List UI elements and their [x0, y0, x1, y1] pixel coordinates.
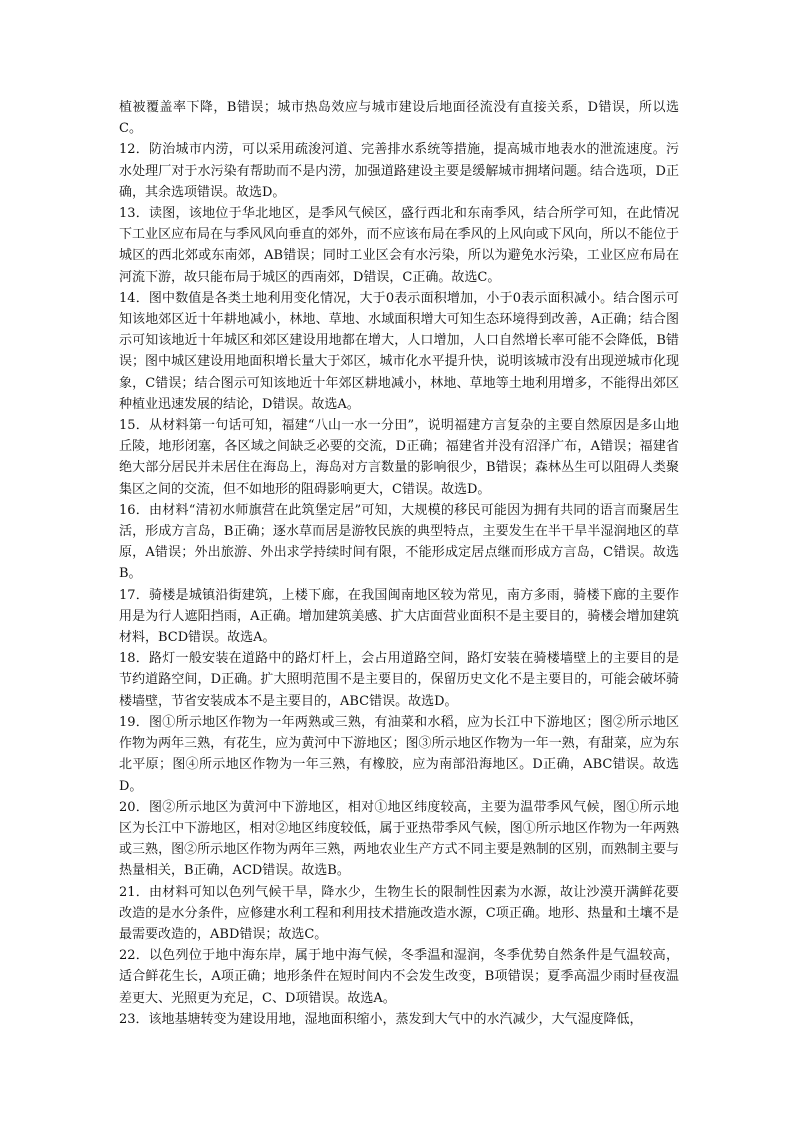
answer-paragraph-continuation: 植被覆盖率下降，B错误；城市热岛效应与城市建设后地面径流没有直接关系，D错误，所以选C。	[119, 100, 679, 137]
answer-paragraph-22: 22．以色列位于地中海东岸，属于地中海气候，冬季温和湿润，冬季优势自然条件是气温较高，适合鲜花生长，A项正确；地形条件在短时间内不会发生改变，B项错误；夏季高温少雨时昼夜温差更大、光照更为充足，C、D项错误。故选A。	[119, 948, 679, 1006]
answer-paragraph-17: 17．骑楼是城镇沿街建筑，上楼下廊，在我国闽南地区较为常见，南方多雨，骑楼下廊的主要作用是为行人遮阳挡雨，A正确。增加建筑美感、扩大店面营业面积不是主要目的，骑楼会增加建筑材料，BCD错误。故选A。	[119, 587, 679, 646]
answer-paragraph-16: 16．由材料“清初水师旗营在此筑堡定居”可知，大规模的移民可能因为拥有共同的语言而聚居生活，形成方言岛，B正确；逐水草而居是游牧民族的典型特点，主要发生在半干旱半湿润地区的草原，A错误；外出旅游、外出求学持续时间有限，不能形成定居点继而形成方言岛，C错误。故选B。	[119, 502, 679, 582]
answer-paragraph-20: 20．图②所示地区为黄河中下游地区，相对①地区纬度较高，主要为温带季风气候，图①所示地区为长江中下游地区，相对②地区纬度较低，属于亚热带季风气候，图①所示地区作物为一年两熟或三熟，图②所示地区作物为两年三熟，两地农业生产方式不同主要是熟制的区别，而熟制主要与热量相关，B正确，ACD错误。故选B。	[119, 799, 679, 879]
answer-paragraph-13: 13．读图，该地位于华北地区，是季风气候区，盛行西北和东南季风，结合所学可知，在此情况下工业区应布局在与季风风向垂直的郊外，而不应该布局在季风的上风向或下风向，所以不能位于城区的西北郊或东南郊，AB错误；同时工业区会有水污染，所以为避免水污染，工业区应布局在河流下游，故只能布局于城区的西南郊，D错误，C正确。故选C。	[119, 206, 679, 285]
answer-paragraph-23: 23．该地基塘转变为建设用地，湿地面积缩小，蒸发到大气中的水汽减少，大气湿度降低，	[119, 1011, 643, 1027]
answer-paragraph-14: 14．图中数值是各类土地利用变化情况，大于0表示面积增加，小于0表示面积减小。结合图示可知该地郊区近十年耕地减小，林地、草地、水域面积增大可知生态环境得到改善，A正确；结合图示可知该地近十年城区和郊区建设用地都在增大，人口增加，人口自然增长率可能不会降低，B错误；图中城区建设用地面积增长量大于郊区，城市化水平提升快，说明该城市没有出现逆城市化现象，C错误；结合图示可知该地近十年郊区耕地减小，林地、草地等土地利用增多，不能得出郊区种植业迅速发展的结论，D错误。故选A。	[119, 290, 679, 412]
answer-paragraph-21: 21．由材料可知以色列气候干旱，降水少，生物生长的限制性因素为水源，故让沙漠开满鲜花要改造的是水分条件，应修建水利工程和利用技术措施改造水源，C项正确。地形、热量和土壤不是最需要改造的，ABD错误；故选C。	[119, 884, 679, 942]
answer-paragraph-15: 15．从材料第一句话可知，福建“八山一水一分田”，说明福建方言复杂的主要自然原因是多山地丘陵，地形闭塞，各区域之间缺乏必要的交流，D正确；福建省并没有沼泽广布，A错误；福建省绝大部分居民并未居住在海岛上，海岛对方言数量的影响很少，B错误；森林丛生可以阻碍人类聚集区之间的交流，但不如地形的阻碍影响更大，C错误。故选D。	[119, 418, 679, 497]
answer-paragraph-12: 12．防治城市内涝，可以采用疏浚河道、完善排水系统等措施，提高城市地表水的泄流速度。污水处理厂对于水污染有帮助而不是内涝，加强道路建设主要是缓解城市拥堵问题。结合选项，D正确，其余选项错误。故选D。	[119, 142, 679, 200]
answer-paragraph-19: 19．图①所示地区作物为一年两熟或三熟，有油菜和水稻，应为长江中下游地区；图②所示地区作物为两年三熟，有花生，应为黄河中下游地区；图③所示地区作物为一年一熟，有甜菜，应为东北平原；图④所示地区作物为一年三熟，有橡胶，应为南部沿海地区。D正确，ABC错误。故选D。	[119, 714, 679, 794]
document-body	[119, 97, 679, 1030]
answer-paragraph-18: 18．路灯一般安装在道路中的路灯杆上，会占用道路空间，路灯安装在骑楼墙壁上的主要目的是节约道路空间，D正确。扩大照明范围不是主要目的，保留历史文化不是主要目的，可能会破坏骑楼墙壁，节省安装成本不是主要目的，ABC错误。故选D。	[119, 651, 679, 709]
